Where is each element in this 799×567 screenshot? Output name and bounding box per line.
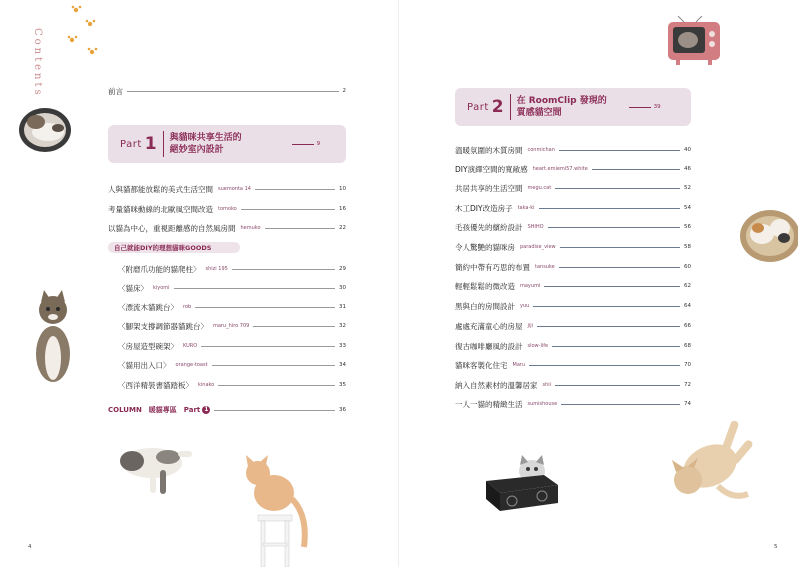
toc-entry-author: paradise_view <box>520 244 556 250</box>
toc-entry-title: 處處充滿童心的房屋 <box>455 321 523 331</box>
toc-entry-title: 考量貓咪動線的北歐風空間改造 <box>108 204 213 214</box>
toc-entry[interactable] <box>455 299 691 313</box>
contents-label: Contents <box>32 28 43 98</box>
toc-entry-title: 〈腳架支撐調節器貓跳台〉 <box>118 321 208 331</box>
toc-entry-title: 共居共享的生活空間 <box>455 183 523 193</box>
toc-page-number: 72 <box>684 382 691 388</box>
toc-entry-title: 令人驚艷的貓咪房 <box>455 242 515 252</box>
toc-page-number: 66 <box>684 323 691 329</box>
toc-entry-title: 簡約中帶有巧思的布置 <box>455 262 530 272</box>
part-divider <box>510 94 511 120</box>
toc-entry-title: 納入自然素材的溫馨居家 <box>455 380 538 390</box>
toc-entry[interactable] <box>108 202 346 216</box>
toc-entry-title: 黑與白的房間設計 <box>455 301 515 311</box>
toc-page-number: 70 <box>684 362 691 368</box>
part-word: Part <box>467 101 489 113</box>
sitting-tabby-cat-photo <box>30 288 76 386</box>
toc-page-number: 52 <box>684 185 691 191</box>
toc-page-number: 32 <box>339 323 346 329</box>
leader-line <box>559 267 680 268</box>
toc-entry-author: maru_hiro 709 <box>213 323 250 329</box>
toc-entry-title: 一人一貓的精緻生活 <box>455 399 523 409</box>
paw-prints-icon <box>66 4 100 58</box>
goods-section-tag: 自己就能DIY的理想貓咪GOODS <box>108 242 240 253</box>
toc-entry-author: sumishouse <box>527 401 558 407</box>
leader-line <box>548 227 680 228</box>
toc-page-number: 74 <box>684 401 691 407</box>
column-label: COLUMN 暖貓專區 Part <box>108 406 201 414</box>
toc-page-number: 56 <box>684 224 691 230</box>
toc-page-number: 29 <box>339 266 346 272</box>
part-number: 1 <box>144 134 157 154</box>
retro-tv-cat-photo <box>666 16 722 66</box>
toc-entry[interactable] <box>455 260 691 274</box>
toc-page-number: 30 <box>339 285 346 291</box>
toc-entry-title: 復古咖啡廳風的設計 <box>455 341 523 351</box>
leader-line <box>539 208 680 209</box>
leader-line <box>552 346 680 347</box>
leader-line <box>255 189 335 190</box>
page-folio: 5 <box>774 544 778 550</box>
toc-entry-author: conmichan <box>527 147 555 153</box>
part-title-line2: 質感貓空間 <box>516 108 562 118</box>
part-number: 2 <box>491 97 504 117</box>
toc-entry-title: 人與貓都能放鬆的美式生活空間 <box>108 184 213 194</box>
toc-entry-author: yuu <box>520 303 530 309</box>
toc-entry[interactable] <box>455 378 691 392</box>
toc-entry-title: 木工DIY改造房子 <box>455 203 513 213</box>
leader-line <box>629 107 651 108</box>
toc-page-number: 68 <box>684 343 691 349</box>
toc-entry-author: jiji <box>527 323 534 329</box>
toc-entry[interactable] <box>455 201 691 215</box>
leader-line <box>241 209 335 210</box>
toc-entry-intro[interactable] <box>108 84 346 98</box>
part-page-number: 39 <box>653 104 661 110</box>
toc-entry-author: megu.cat <box>527 185 552 191</box>
playful-cat-photo <box>658 408 758 508</box>
toc-entry-title: 溫暖氛圍的木質房間 <box>455 145 523 155</box>
leader-line <box>555 188 680 189</box>
toc-entry-author: tomoko <box>218 206 237 212</box>
toc-entry-author: taka-ki <box>517 205 535 211</box>
toc-entry-title: 前言 <box>108 86 123 96</box>
part2-banner[interactable] <box>455 88 691 126</box>
toc-entry-author: Maru <box>512 362 526 368</box>
cat-in-box-photo <box>484 455 560 513</box>
toc-entry-goods[interactable] <box>118 358 346 372</box>
toc-page-number: 54 <box>684 205 691 211</box>
toc-entry-author: kinako <box>198 382 215 388</box>
toc-entry[interactable] <box>455 162 691 176</box>
toc-entry-title: 〈漂流木貓跳台〉 <box>118 302 178 312</box>
leader-line <box>533 306 680 307</box>
part-title <box>170 132 290 156</box>
toc-page-number: 31 <box>339 304 346 310</box>
cats-in-basket-photo <box>736 198 798 268</box>
leader-line <box>544 286 680 287</box>
toc-page-number: 46 <box>684 166 691 172</box>
toc-entry-title: DIY演繹空間的寬敞感 <box>455 164 528 174</box>
toc-page-number: 36 <box>339 407 346 413</box>
toc-page-number: 58 <box>684 244 691 250</box>
toc-entry-author: suemonta 14 <box>218 186 251 192</box>
toc-entry-title: 貓咪客製化住宅 <box>455 360 508 370</box>
toc-entry[interactable] <box>108 221 346 235</box>
toc-entry[interactable] <box>455 358 691 372</box>
toc-entry-author: slow-life <box>527 343 549 349</box>
column-part-number: 1 <box>204 406 209 413</box>
toc-entry[interactable] <box>455 240 691 254</box>
toc-entry-author: tansuke <box>535 264 555 270</box>
toc-entry-title: 〈西洋精裝書貓踏板〉 <box>118 380 193 390</box>
leader-line <box>560 247 680 248</box>
toc-entry-title: 輕輕鬆鬆的微改造 <box>455 281 515 291</box>
leader-line <box>555 385 680 386</box>
part1-banner[interactable] <box>108 125 346 163</box>
leader-line <box>537 326 680 327</box>
toc-entry[interactable] <box>455 220 691 234</box>
toc-entry-goods[interactable] <box>118 300 346 314</box>
cat-on-stool-photo <box>236 455 318 567</box>
leader-line <box>212 365 335 366</box>
toc-entry[interactable] <box>455 279 691 293</box>
toc-entry-author: shii <box>542 382 552 388</box>
toc-entry-author: kiyomi <box>153 285 170 291</box>
right-page <box>400 0 799 567</box>
toc-entry[interactable] <box>455 143 691 157</box>
toc-page-number: 2 <box>342 88 346 94</box>
cat-on-back-photo <box>110 437 194 503</box>
part-page-number: 9 <box>316 141 321 147</box>
toc-page-number: 62 <box>684 283 691 289</box>
leader-line <box>232 269 335 270</box>
toc-entry-author: KURO <box>183 343 198 349</box>
toc-page-number: 60 <box>684 264 691 270</box>
toc-entry[interactable] <box>455 339 691 353</box>
toc-entry[interactable] <box>455 397 691 411</box>
toc-entry-author: SHIHO <box>527 224 544 230</box>
toc-entry-author: hemuko <box>240 225 261 231</box>
toc-page-number: 40 <box>684 147 691 153</box>
toc-entry-goods[interactable] <box>118 339 346 353</box>
toc-entry-goods[interactable] <box>118 378 346 392</box>
leader-line <box>265 228 335 229</box>
toc-entry-goods[interactable] <box>118 319 346 333</box>
toc-entry-title: 毛孩優先的繽紛設計 <box>455 222 523 232</box>
leader-line <box>253 326 335 327</box>
leader-line <box>292 144 314 145</box>
toc-entry-title: 〈房屋造型碗架〉 <box>118 341 178 351</box>
toc-page-number: 10 <box>339 186 346 192</box>
left-page <box>0 0 399 567</box>
part-divider <box>163 131 164 157</box>
leader-line <box>529 365 680 366</box>
leader-line <box>559 150 680 151</box>
leader-line <box>127 91 339 92</box>
toc-page-number: 34 <box>339 362 346 368</box>
leader-line <box>592 169 680 170</box>
toc-page-number: 35 <box>339 382 346 388</box>
toc-page-number: 22 <box>339 225 346 231</box>
part-title-line1: 與貓咪共享生活的 <box>169 133 242 143</box>
leader-line <box>195 307 335 308</box>
toc-entry-goods[interactable] <box>118 262 346 276</box>
toc-entry-author: rob <box>183 304 192 310</box>
toc-entry-author: heart.emiemi57.white <box>532 166 588 172</box>
toc-entry-goods[interactable] <box>118 281 346 295</box>
part-word: Part <box>120 138 142 150</box>
toc-page-number: 16 <box>339 206 346 212</box>
toc-entry[interactable] <box>108 182 346 196</box>
toc-entry-author: shizi 195 <box>205 266 228 272</box>
part-title-line1: 在 RoomClip 發現的 <box>516 96 607 106</box>
toc-entry-column[interactable] <box>108 403 346 417</box>
part-title-line2: 絕妙室內設計 <box>169 145 224 155</box>
toc-entry[interactable] <box>455 319 691 333</box>
toc-page-number: 64 <box>684 303 691 309</box>
page-folio: 4 <box>28 544 32 550</box>
leader-line <box>214 410 335 411</box>
toc-entry-title: 〈貓床〉 <box>118 283 148 293</box>
toc-entry-title: 〈附磨爪功能的貓爬柱〉 <box>118 264 201 274</box>
toc-entry-title: 以貓為中心，重視距離感的自然風房間 <box>108 223 236 233</box>
toc-entry-title: 〈貓用出入口〉 <box>118 360 171 370</box>
toc-page-number: 33 <box>339 343 346 349</box>
part-title <box>517 95 627 119</box>
cat-in-bowl-photo <box>18 100 72 154</box>
leader-line <box>218 385 335 386</box>
leader-line <box>561 404 680 405</box>
toc-entry[interactable] <box>455 181 691 195</box>
leader-line <box>201 346 335 347</box>
toc-entry-author: orange-toast <box>175 362 208 368</box>
toc-entry-author: mayumi <box>520 283 541 289</box>
leader-line <box>174 288 335 289</box>
